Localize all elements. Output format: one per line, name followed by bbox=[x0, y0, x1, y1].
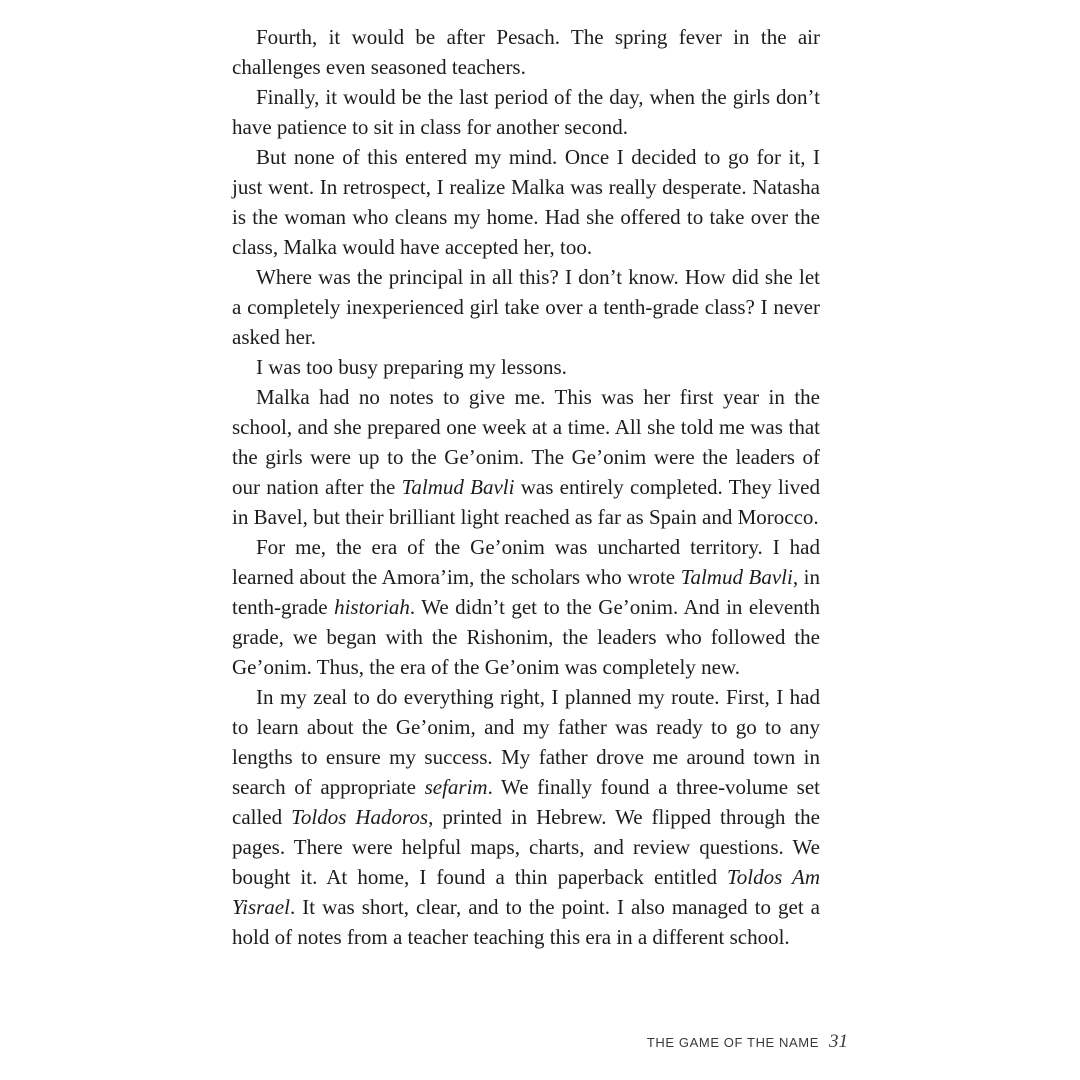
paragraph-7: For me, the era of the Ge’onim was uncharted territory. I had learned about the Amora’im, the scholars who wrote Talmud Bavli, in tenth-grade historiah. We didn’t get to the Ge’onim. And in eleventh grade, we began with the Rishonim, the leaders who followed the Ge’onim. Thus, the era of the Ge’onim was completely new. bbox=[232, 535, 820, 679]
page-number: 31 bbox=[829, 1031, 848, 1052]
paragraph-3: But none of this entered my mind. Once I decided to go for it, I just went. In retrospect, I realize Malka was really desperate. Natasha is the woman who cleans my home. Had she offered to take over the class, Malka would have accepted her, too. bbox=[232, 145, 820, 259]
italic-term: sefarim bbox=[424, 775, 488, 799]
italic-term: Toldos Hadoros bbox=[291, 805, 429, 829]
italic-term: historiah bbox=[334, 595, 410, 619]
paragraph-6: Malka had no notes to give me. This was her first year in the school, and she prepared one week at a time. All she told me was that the girls were up to the Ge’onim. The Ge’onim were the leaders of our nation after the Talmud Bavli was entirely completed. They lived in Bavel, but their brilliant light reached as far as Spain and Morocco. bbox=[232, 385, 820, 529]
page-footer bbox=[647, 1031, 848, 1053]
paragraph-2: Finally, it would be the last period of the day, when the girls don’t have patience to sit in class for another second. bbox=[232, 85, 820, 139]
paragraph-8: In my zeal to do everything right, I planned my route. First, I had to learn about the Ge’onim, and my father was ready to go to any lengths to ensure my success. My father drove me around town in search of appropriate sefarim. We finally found a three-volume set called Toldos Hadoros, printed in Hebrew. We flipped through the pages. There were helpful maps, charts, and review questions. We bought it. At home, I found a thin paperback entitled Toldos Am Yisrael. It was short, clear, and to the point. I also managed to get a hold of notes from a teacher teaching this era in a different school. bbox=[232, 685, 820, 949]
book-page-body bbox=[232, 22, 820, 952]
paragraph-4: Where was the principal in all this? I don’t know. How did she let a completely inexperienced girl take over a tenth-grade class? I never asked her. bbox=[232, 265, 820, 349]
italic-term: Talmud Bavli bbox=[401, 475, 515, 499]
paragraph-1: Fourth, it would be after Pesach. The spring fever in the air challenges even seasoned teachers. bbox=[232, 25, 820, 79]
italic-term: Toldos Am Yisrael bbox=[232, 865, 820, 919]
paragraph-5: I was too busy preparing my lessons. bbox=[256, 355, 567, 379]
italic-term: Talmud Bavli bbox=[680, 565, 793, 589]
running-head: THE GAME OF THE NAME bbox=[646, 1035, 819, 1050]
